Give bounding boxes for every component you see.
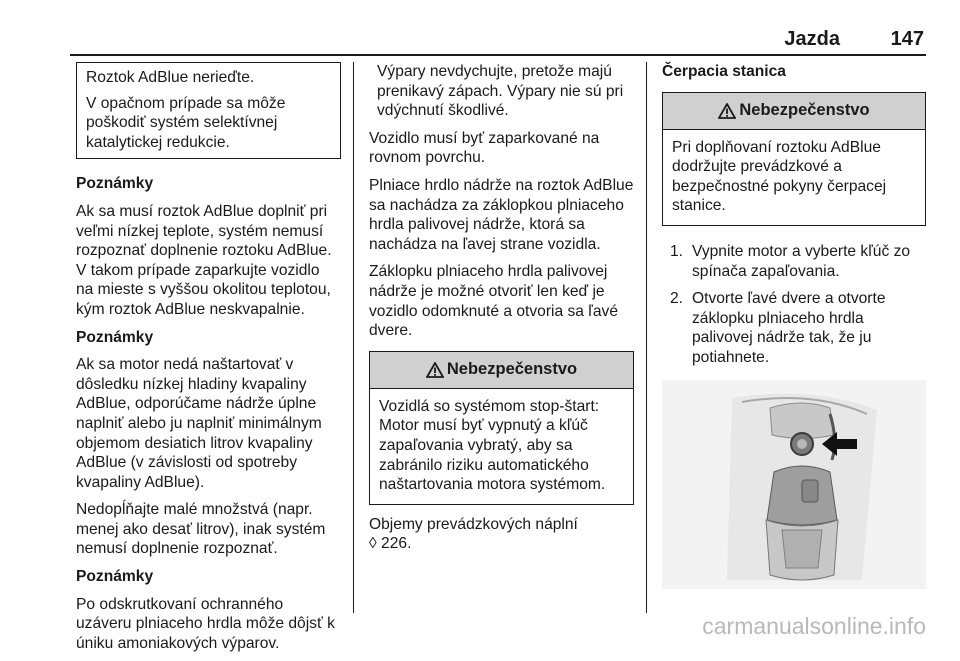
column-2 xyxy=(369,62,634,562)
body-paragraph: Vozidlo musí byť zaparkované na rovnom povrchu. xyxy=(369,129,600,167)
warning-triangle-icon xyxy=(426,362,444,378)
step-number: 2. xyxy=(670,290,684,308)
warning-header xyxy=(663,93,925,130)
warning-triangle-icon xyxy=(718,103,736,119)
reference-text: Objemy prevádzkových náplní xyxy=(369,515,578,533)
step-text: Otvorte ľavé dvere a otvorte záklopku plniaceho hrdla palivovej nádrže tak, že ju potiahnete. xyxy=(692,290,886,366)
section-heading: Čerpacia stanica xyxy=(662,63,786,80)
notice-text: V opačnom prípade sa môže poškodiť systém selektívnej katalytickej redukcie. xyxy=(86,94,286,151)
fuel-filler-illustration xyxy=(662,380,926,589)
column-1 xyxy=(76,62,341,661)
warning-title: Nebezpečenstvo xyxy=(446,359,578,378)
warning-title: Nebezpečenstvo xyxy=(739,100,870,119)
watermark: carmanualsonline.info xyxy=(702,613,926,639)
note-text: Po odskrutkovaní ochranného uzáveru plniaceho hrdla môže dôjsť k úniku amoniakových výparov. xyxy=(76,595,335,652)
warning-header xyxy=(370,352,633,389)
step-list xyxy=(662,242,926,368)
reference-arrow-icon: ◊ xyxy=(369,535,382,553)
note-text: Ak sa motor nedá naštartovať v dôsledku nízkej hladiny kvapaliny AdBlue, odporúčame nádrže úplne naplniť alebo ju naplniť minimálnym objemom desiatich litrov kvapaliny AdBlue (v závislosti od spotreby kvapaliny AdBlue). xyxy=(76,356,322,491)
column-3 xyxy=(662,62,926,589)
reference-page: 226. xyxy=(381,535,412,553)
step-number: 1. xyxy=(670,242,684,260)
section-title: Jazda xyxy=(784,28,840,50)
note-title: Poznámky xyxy=(76,328,154,346)
column-divider xyxy=(353,62,354,613)
page-number: 147 xyxy=(890,28,924,50)
note-title: Poznámky xyxy=(76,175,154,193)
body-paragraph: Záklopku plniaceho hrdla palivovej nádrže je možné otvoriť len keď je vozidlo odomknuté a otvoria sa ľavé dvere. xyxy=(369,263,618,340)
notice-box xyxy=(76,62,341,159)
filler-flap-drawing xyxy=(662,380,926,589)
note-title: Poznámky xyxy=(76,568,154,586)
warning-box xyxy=(662,92,926,226)
notice-text: Roztok AdBlue nerieďte. xyxy=(86,69,255,86)
page-header xyxy=(70,0,926,56)
column-divider xyxy=(646,62,647,613)
page-reference[interactable] xyxy=(369,534,634,554)
step-text: Vypnite motor a vyberte kľúč zo spínača zapaľovania. xyxy=(692,242,911,280)
continued-notice-text: Výpary nevdychujte, pretože majú prenikavý zápach. Výpary nie sú pri vdýchnutí škodlivé. xyxy=(377,63,624,120)
note-text: Ak sa musí roztok AdBlue doplniť pri veľmi nízkej teplote, systém nemusí rozpoznať doplnenie roztoku AdBlue. V takom prípade zaparkujte vozidlo na mieste s vyššou okolitou teplotou, kým roztok AdBlue neskvapalnie. xyxy=(76,202,332,318)
list-item xyxy=(670,242,926,281)
warning-box xyxy=(369,351,634,505)
list-item xyxy=(670,289,926,367)
body-paragraph: Plniace hrdlo nádrže na roztok AdBlue sa nachádza za záklopkou plniaceho hrdla palivovej nádrže, ktorá sa nachádza na ľavej strane vozidla. xyxy=(369,176,634,253)
warning-text: Vozidlá so systémom stop-štart: Motor musí byť vypnutý a kľúč zapaľovania vybratý, aby sa zabránilo riziku automatického naštartovania motora systémom. xyxy=(379,397,606,494)
warning-text: Pri doplňovaní roztoku AdBlue dodržujte prevádzkové a bezpečnostné pokyny čerpacej stanice. xyxy=(672,138,887,215)
body-paragraph: Nedopĺňajte malé množstvá (napr. menej ako desať litrov), inak systém nemusí doplnenie rozpoznať. xyxy=(76,501,326,558)
